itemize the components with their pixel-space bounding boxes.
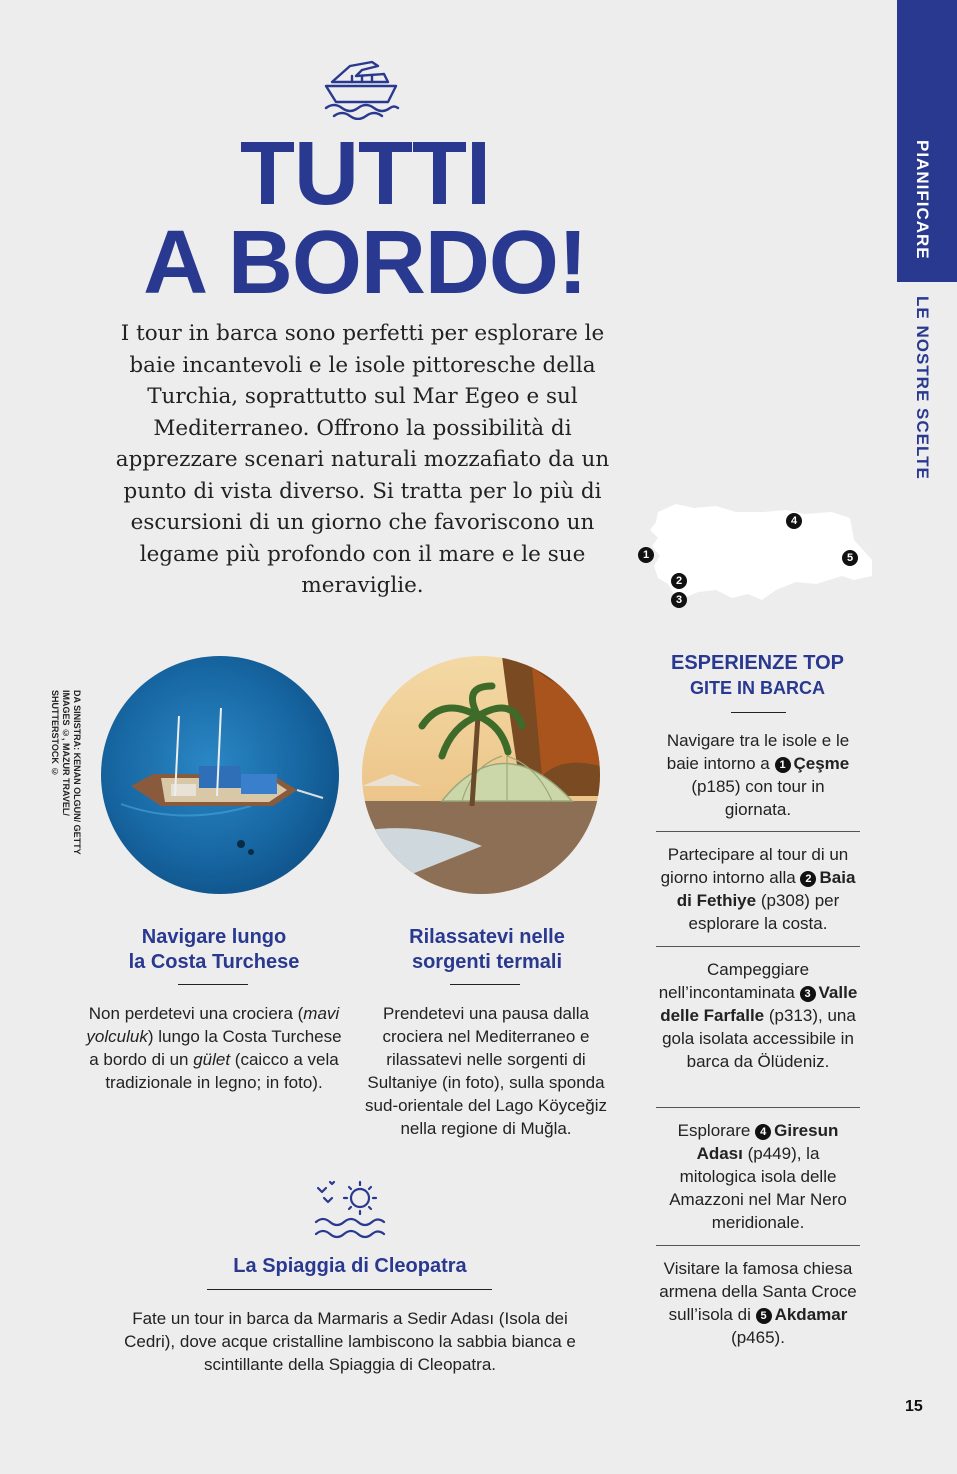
tip-text: Partecipare al tour di un giorno intorno alla — [660, 845, 849, 887]
section-subcategory: LE NOSTRE SCELTE — [913, 296, 932, 480]
photo-credit: DA SINISTRA: KENAN OLGUN/ GETTY IMAGES ©, MAZUR TRAVEL/ SHUTTERSTOCK © — [50, 690, 82, 855]
tip-number: 2 — [800, 871, 816, 887]
tip-place: Valle delle Farfalle — [660, 983, 858, 1025]
tip-place: Çeşme — [793, 754, 850, 773]
gulet-photo — [101, 656, 339, 894]
card-title-thermal-springs — [372, 925, 602, 975]
thermal-springs-photo — [362, 656, 600, 894]
divider — [178, 984, 248, 985]
card-title-line: Rilassatevi nelle — [409, 926, 565, 948]
tip-text: (p449), la mitologica isola delle Amazzoni nel Mar Nero meridionale. — [669, 1144, 847, 1232]
card-body-turquoise-coast — [86, 1002, 342, 1094]
top-experiences-subtitle: GITE IN BARCA — [690, 678, 825, 698]
divider — [207, 1289, 492, 1290]
map-marker: 1 — [638, 547, 654, 563]
beach-title: La Spiaggia di Cleopatra — [233, 1255, 467, 1277]
card-body-text: Non perdetevi una crociera ( — [88, 1004, 304, 1023]
tip-text: (p308) per esplorare la costa. — [688, 891, 840, 933]
boat-icon — [322, 56, 402, 120]
list-item — [656, 843, 860, 935]
top-experiences-title: ESPERIENZE TOP — [670, 652, 844, 674]
divider — [656, 831, 860, 832]
tip-number: 4 — [755, 1124, 771, 1140]
page-title-line-1: TUTTI — [240, 124, 490, 224]
list-item — [656, 1119, 860, 1234]
map-marker: 4 — [786, 513, 802, 529]
beach-body: Fate un tour in barca da Marmaris a Sedir Adası (Isola dei Cedri), dove acque cristalline lambiscono la sabbia bianca e scintillante della Spiaggia di Cleopatra. — [124, 1309, 576, 1374]
card-title-turquoise-coast — [96, 925, 332, 975]
tip-text: (p465). — [731, 1328, 785, 1347]
page-number: 15 — [905, 1398, 923, 1415]
card-body-italic: gület — [193, 1050, 231, 1069]
divider — [731, 712, 786, 713]
page-title-line-2: A BORDO! — [143, 213, 587, 313]
card-title-line: sorgenti termali — [411, 951, 563, 973]
page-title — [140, 124, 590, 313]
card-title-line: la Costa Turchese — [128, 951, 300, 973]
divider — [656, 1107, 860, 1108]
card-body-thermal-springs: Prendetevi una pausa dalla crociera nel Mediterraneo e rilassatevi nelle sorgenti di Sultaniye (in foto), sulla sponda sud-orientale del Lago Köyceğiz nella regione di Muğla. — [365, 1004, 607, 1138]
divider — [656, 1245, 860, 1246]
tip-number: 1 — [775, 757, 791, 773]
map-marker: 5 — [842, 550, 858, 566]
turkey-locator-map — [636, 498, 876, 608]
tip-place: Akdamar — [774, 1305, 848, 1324]
divider — [450, 984, 520, 985]
list-item — [656, 958, 860, 1073]
tip-text: Esplorare — [677, 1121, 751, 1140]
map-marker: 3 — [671, 592, 687, 608]
beach-sun-icon — [312, 1174, 388, 1244]
card-body-text: ) lungo la Costa Turchese a bordo di un — [89, 1027, 342, 1069]
tip-text: (p313), una gola isolata accessibile in barca da Ölüdeniz. — [662, 1006, 856, 1071]
map-marker: 2 — [671, 573, 687, 589]
section-category: PIANIFICARE — [913, 140, 932, 260]
list-item — [656, 729, 860, 821]
tip-text: Visitare la famosa chiesa armena della Santa Croce sull’isola di — [659, 1259, 857, 1324]
card-body-italic: mavi yolculuk — [86, 1004, 340, 1046]
intro-paragraph: I tour in barca sono perfetti per esplorare le baie incantevoli e le isole pittoresche della Turchia, soprattutto sul Mar Egeo e sul Mediterraneo. Offrono la possibilità di apprezzare scenari naturali mozzafiato da un punto di vista diverso. Si tratta per lo più di escursioni di un giorno che favoriscono un legame più profondo con il mare e le sue meraviglie. — [115, 321, 610, 598]
tip-place: Baia di Fethiye — [676, 868, 856, 910]
divider — [656, 946, 860, 947]
list-item — [656, 1257, 860, 1349]
tip-text: Navigare tra le isole e le baie intorno a — [666, 731, 850, 773]
card-body-text: (caicco a vela tradizionale in legno; in foto). — [105, 1050, 339, 1092]
tip-number: 5 — [756, 1308, 772, 1324]
tip-number: 3 — [800, 986, 816, 1002]
tip-place: Giresun Adası — [696, 1121, 839, 1163]
tip-text: Campeggiare nell’incontaminata — [658, 960, 810, 1002]
tip-text: (p185) con tour in giornata. — [691, 777, 825, 819]
top-experiences-heading — [650, 650, 865, 700]
card-title-line: Navigare lungo — [141, 926, 287, 948]
